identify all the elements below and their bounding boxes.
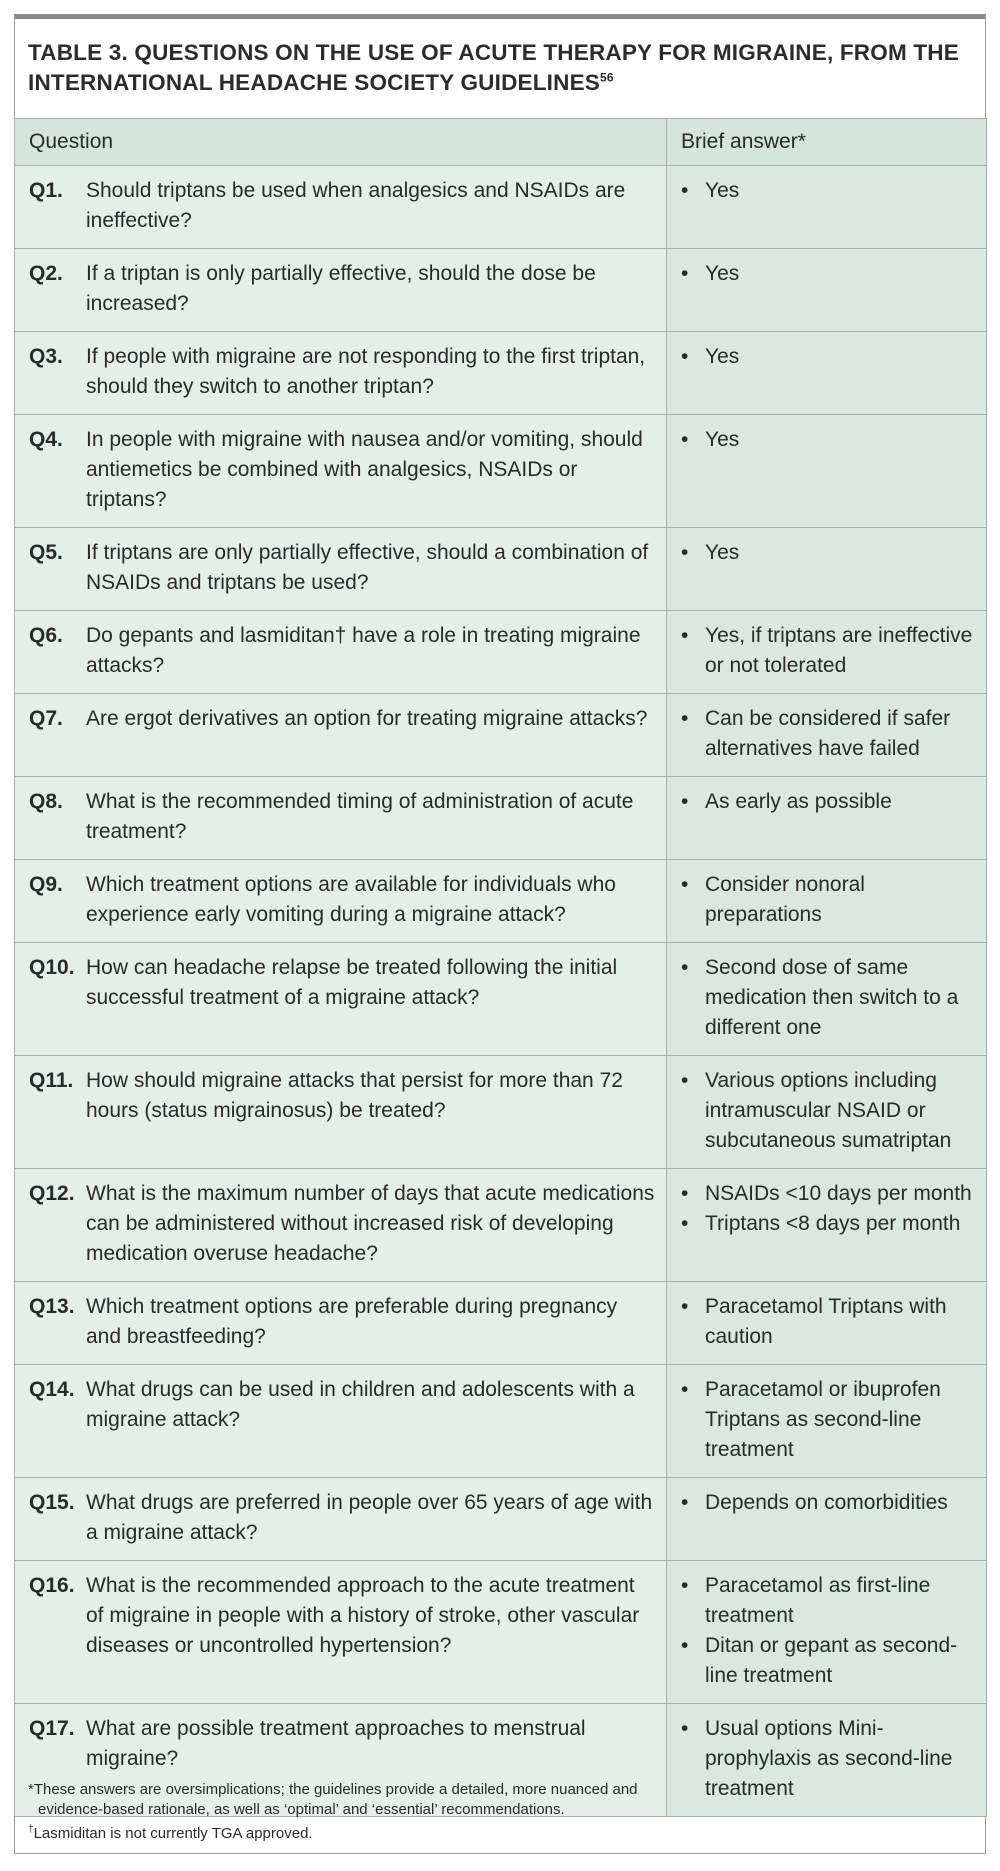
answer-item (681, 1209, 980, 1239)
footnote-asterisk-line-1: *These answers are oversimplications; the guidelines provide a detailed, more nuanced and (28, 1781, 638, 1798)
answer-item (681, 538, 980, 568)
question-text: Which treatment options are available for individuals who experience early vomiting during a migraine attack? (86, 873, 616, 926)
question-text: What drugs can be used in children and adolescents with a migraine attack? (86, 1378, 635, 1431)
bullet-icon: • (681, 707, 689, 730)
answer-cell (667, 1282, 987, 1365)
question-text: How should migraine attacks that persist for more than 72 hours (status migrainosus) be treated? (86, 1069, 623, 1122)
answer-text: Second dose of same medication then switch to a different one (705, 956, 959, 1039)
question-text: Should triptans be used when analgesics and NSAIDs are ineffective? (86, 179, 626, 232)
answer-list (667, 332, 986, 384)
answer-item (681, 787, 980, 817)
answer-text: Can be considered if safer alternatives have failed (705, 707, 951, 760)
bullet-icon: • (681, 1491, 689, 1514)
footnote-dagger-text: Lasmiditan is not currently TGA approved. (33, 1825, 313, 1842)
table-row (15, 1169, 987, 1282)
answer-cell (667, 1056, 987, 1169)
question-number: Q1. (29, 179, 63, 202)
question-number: Q12. (29, 1182, 75, 1205)
table-title-text: QUESTIONS ON THE USE OF ACUTE THERAPY FOR MIGRAINE, FROM THE INTERNATIONAL HEADACHE SOCIETY GUIDELINES (28, 40, 959, 95)
table-row (15, 694, 987, 777)
answer-list (667, 943, 986, 1055)
bullet-icon: • (681, 1182, 689, 1205)
bullet-icon: • (681, 1717, 689, 1740)
answer-list (667, 1169, 986, 1251)
bullet-icon: • (681, 873, 689, 896)
answer-text: Yes (705, 428, 740, 451)
bullet-icon: • (681, 428, 689, 451)
question-number: Q8. (29, 790, 63, 813)
question-number: Q16. (29, 1574, 75, 1597)
answer-text: Yes (705, 345, 740, 368)
answer-item (681, 870, 980, 930)
answer-text: Ditan or gepant as second-line treatment (705, 1634, 958, 1687)
answer-cell (667, 166, 987, 249)
question-text: Do gepants and lasmiditan† have a role in treating migraine attacks? (86, 624, 641, 677)
answer-list (667, 249, 986, 301)
answer-cell (667, 1478, 987, 1561)
question-cell (15, 694, 667, 777)
answer-text: Paracetamol as first-line treatment (705, 1574, 931, 1627)
answer-text: Consider nonoral preparations (705, 873, 865, 926)
bullet-icon: • (681, 345, 689, 368)
question-cell (15, 528, 667, 611)
question-text: What is the maximum number of days that acute medications can be administered without increased risk of developing medication overuse headache? (86, 1182, 655, 1265)
bullet-icon: • (681, 1634, 689, 1657)
answer-text: As early as possible (705, 790, 892, 813)
table-row (15, 1478, 987, 1561)
bullet-icon: • (681, 179, 689, 202)
answer-item (681, 342, 980, 372)
answer-item (681, 1631, 980, 1691)
answer-item (681, 1179, 980, 1209)
answer-item (681, 259, 980, 289)
answer-text: Paracetamol Triptans with caution (705, 1295, 947, 1348)
answer-text: Yes (705, 262, 740, 285)
answer-list (667, 694, 986, 776)
answer-text: Usual options Mini-prophylaxis as second-line treatment (705, 1717, 953, 1800)
question-number: Q6. (29, 624, 63, 647)
table-header-row (15, 119, 987, 166)
footnote-asterisk-line-2: evidence-based rationale, as well as ‘optimal’ and ‘essential’ recommendations. (38, 1801, 565, 1818)
question-cell (15, 1056, 667, 1169)
bullet-icon: • (681, 624, 689, 647)
question-cell (15, 611, 667, 694)
bullet-icon: • (681, 1069, 689, 1092)
question-number: Q17. (29, 1717, 75, 1740)
dagger-mark: † (28, 1824, 34, 1835)
answer-item (681, 1292, 980, 1352)
table-row (15, 166, 987, 249)
column-header-answer: Brief answer* (667, 119, 987, 166)
table-row (15, 249, 987, 332)
answer-text: Yes, if triptans are ineffective or not tolerated (705, 624, 973, 677)
answer-cell (667, 777, 987, 860)
answer-cell (667, 1561, 987, 1704)
question-number: Q4. (29, 428, 63, 451)
answer-cell (667, 249, 987, 332)
answer-text: Depends on comorbidities (705, 1491, 948, 1514)
answer-item (681, 176, 980, 206)
question-cell (15, 1561, 667, 1704)
column-header-question: Question (15, 119, 667, 166)
question-text: If triptans are only partially effective, should a combination of NSAIDs and triptans be used? (86, 541, 649, 594)
question-text: If people with migraine are not responding to the first triptan, should they switch to another triptan? (86, 345, 646, 398)
bullet-icon: • (681, 956, 689, 979)
answer-text: Yes (705, 179, 740, 202)
question-number: Q15. (29, 1491, 75, 1514)
answer-item (681, 953, 980, 1043)
question-text: What is the recommended timing of administration of acute treatment? (86, 790, 634, 843)
table-row (15, 332, 987, 415)
answer-text: Various options including intramuscular NSAID or subcutaneous sumatriptan (705, 1069, 952, 1152)
answer-list (667, 1478, 986, 1530)
answer-cell (667, 860, 987, 943)
question-text: In people with migraine with nausea and/or vomiting, should antiemetics be combined with analgesics, NSAIDs or triptans? (86, 428, 643, 511)
answer-text: Triptans <8 days per month (705, 1212, 961, 1235)
question-cell (15, 943, 667, 1056)
table-row (15, 943, 987, 1056)
answer-text: NSAIDs <10 days per month (705, 1182, 972, 1205)
bullet-icon: • (681, 1212, 689, 1235)
table-row (15, 1365, 987, 1478)
answer-cell (667, 332, 987, 415)
answer-list (667, 860, 986, 942)
question-text: What are possible treatment approaches to menstrual migraine? (86, 1717, 586, 1770)
question-cell (15, 1169, 667, 1282)
question-number: Q14. (29, 1378, 75, 1401)
answer-cell (667, 694, 987, 777)
answer-list (667, 1561, 986, 1703)
answer-item (681, 1375, 980, 1465)
answer-item (681, 621, 980, 681)
answer-cell (667, 528, 987, 611)
question-number: Q5. (29, 541, 63, 564)
reference-superscript: 56 (600, 70, 614, 85)
table-body (15, 166, 987, 1817)
question-number: Q11. (29, 1069, 74, 1092)
question-cell (15, 1478, 667, 1561)
footnote-dagger (28, 1820, 968, 1844)
question-number: Q3. (29, 345, 63, 368)
answer-cell (667, 611, 987, 694)
answer-cell (667, 943, 987, 1056)
question-cell (15, 777, 667, 860)
bullet-icon: • (681, 1295, 689, 1318)
bullet-icon: • (681, 1378, 689, 1401)
answer-list (667, 166, 986, 218)
table-row (15, 1282, 987, 1365)
answer-list (667, 1365, 986, 1477)
answer-cell (667, 1365, 987, 1478)
answer-list (667, 611, 986, 693)
question-cell (15, 166, 667, 249)
table-row (15, 1056, 987, 1169)
answer-list (667, 1056, 986, 1168)
table-row (15, 1561, 987, 1704)
answer-text: Paracetamol or ibuprofen Triptans as second-line treatment (705, 1378, 941, 1461)
answer-cell (667, 1169, 987, 1282)
table-row (15, 611, 987, 694)
question-text: What is the recommended approach to the acute treatment of migraine in people with a history of stroke, other vascular diseases or uncontrolled hypertension? (86, 1574, 640, 1657)
questions-table (14, 118, 987, 1817)
answer-item (681, 425, 980, 455)
table-row (15, 860, 987, 943)
table-row (15, 415, 987, 528)
bullet-icon: • (681, 790, 689, 813)
bullet-icon: • (681, 541, 689, 564)
question-cell (15, 860, 667, 943)
question-text: Which treatment options are preferable during pregnancy and breastfeeding? (86, 1295, 618, 1348)
question-cell (15, 415, 667, 528)
question-cell (15, 1282, 667, 1365)
question-number: Q2. (29, 262, 63, 285)
question-text: If a triptan is only partially effective, should the dose be increased? (86, 262, 596, 315)
question-text: What drugs are preferred in people over 65 years of age with a migraine attack? (86, 1491, 653, 1544)
answer-list (667, 415, 986, 467)
table-title (28, 38, 968, 98)
table-row (15, 777, 987, 860)
question-number: Q9. (29, 873, 63, 896)
question-number: Q10. (29, 956, 75, 979)
bullet-icon: • (681, 1574, 689, 1597)
question-text: Are ergot derivatives an option for treating migraine attacks? (86, 707, 648, 730)
footnotes (28, 1780, 968, 1844)
question-number: Q7. (29, 707, 63, 730)
question-text: How can headache relapse be treated following the initial successful treatment of a migraine attack? (86, 956, 618, 1009)
question-number: Q13. (29, 1295, 75, 1318)
question-cell (15, 249, 667, 332)
answer-item (681, 1571, 980, 1631)
question-cell (15, 1365, 667, 1478)
table-row (15, 528, 987, 611)
answer-list (667, 777, 986, 829)
answer-text: Yes (705, 541, 740, 564)
answer-item (681, 1066, 980, 1156)
answer-list (667, 1282, 986, 1364)
answer-item (681, 1488, 980, 1518)
answer-item (681, 704, 980, 764)
answer-cell (667, 415, 987, 528)
table-label: TABLE 3. (28, 40, 128, 65)
bullet-icon: • (681, 262, 689, 285)
answer-list (667, 528, 986, 580)
question-cell (15, 332, 667, 415)
